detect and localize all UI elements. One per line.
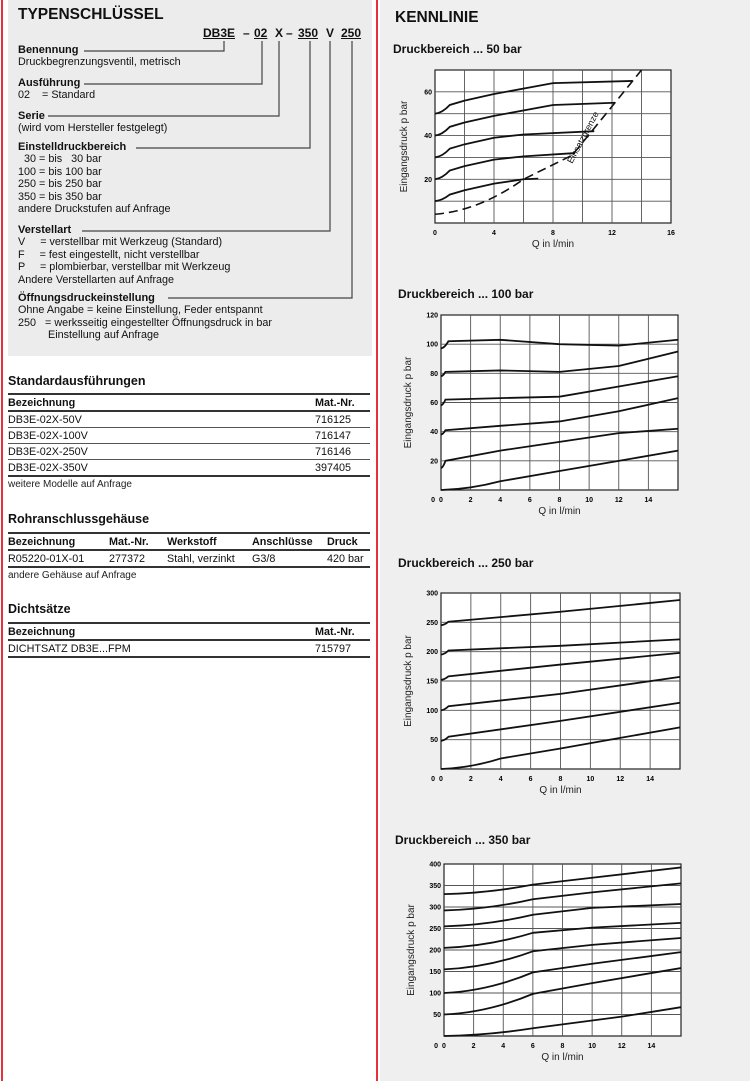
y-tick-label: 250 (429, 926, 441, 933)
series-label: Einsatzgrenze (565, 109, 601, 165)
x-tick-label: 4 (498, 776, 503, 783)
y-tick-label: 100 (429, 990, 441, 998)
code-x: X (275, 26, 284, 40)
x-tick-label: 2 (471, 1043, 476, 1050)
cell: DB3E-02X-100V (8, 428, 315, 444)
standard-title: Standardausführungen (8, 374, 146, 388)
chart-50-bar (385, 60, 691, 258)
y-tick-label: 60 (430, 400, 438, 407)
cell: DB3E-02X-250V (8, 444, 315, 460)
y-tick-label: 40 (430, 429, 438, 437)
x-tick-label: 0 (439, 776, 443, 783)
y-tick-label: 0 (431, 497, 435, 504)
cell: 716125 (315, 411, 370, 428)
section-line: V = verstellbar mit Werkzeug (Standard) (18, 236, 223, 249)
standard-table (8, 393, 370, 477)
y-axis-label: Eingangsdruck p bar (403, 635, 414, 727)
x-tick-label: 0 (433, 230, 437, 237)
col-header: Druck (327, 533, 370, 550)
y-tick-label: 200 (426, 649, 438, 657)
x-axis-label: Q in l/min (539, 785, 582, 796)
col-header: Mat.-Nr. (109, 533, 167, 550)
section-line: Ohne Angabe = keine Einstellung, Feder entspannt (18, 304, 263, 317)
col-header: Bezeichnung (8, 533, 109, 550)
cell: 397405 (315, 460, 370, 477)
col-header: Mat.-Nr. (315, 623, 370, 640)
y-axis-label: Eingangsdruck p bar (406, 904, 417, 996)
y-tick-label: 100 (426, 341, 438, 349)
section-ausfuehrung (18, 77, 95, 102)
section-heading: Öffnungsdruckeinstellung (18, 292, 155, 304)
cell: 420 bar (327, 550, 370, 567)
y-axis-label: Eingangsdruck p bar (399, 100, 410, 193)
col-header: Werkstoff (167, 533, 252, 550)
y-tick-label: 350 (429, 883, 441, 890)
x-tick-label: 12 (616, 776, 625, 783)
col-header: Anschlüsse (252, 533, 327, 550)
section-benennung (18, 44, 181, 69)
table-row (8, 460, 370, 477)
x-tick-label: 4 (501, 1043, 506, 1050)
cell: G3/8 (252, 550, 327, 567)
x-tick-label: 6 (527, 497, 532, 504)
chart-350-bar (394, 854, 701, 1071)
x-axis-label: Q in l/min (541, 1052, 584, 1063)
section-line: F = fest eingestellt, nicht verstellbar (18, 248, 200, 261)
code-dash: – (286, 26, 293, 40)
x-tick-label: 12 (614, 497, 623, 504)
y-tick-label: 60 (424, 89, 432, 97)
y-tick-label: 150 (429, 969, 441, 976)
cell: 277372 (109, 550, 167, 567)
section-einstelldruckbereich (18, 141, 170, 215)
y-tick-label: 120 (426, 312, 438, 320)
table-row (8, 640, 370, 657)
table-row (8, 550, 370, 567)
chart-title: Druckbereich ... 100 bar (398, 287, 534, 301)
y-tick-label: 20 (430, 458, 438, 466)
y-tick-label: 20 (424, 176, 432, 184)
table-row (8, 428, 370, 444)
section-serie (18, 110, 167, 135)
x-tick-label: 12 (617, 1043, 626, 1050)
y-tick-label: 300 (429, 904, 441, 912)
x-tick-label: 6 (530, 1043, 535, 1050)
code-dash: – (243, 26, 250, 40)
x-tick-label: 8 (558, 776, 563, 783)
x-tick-label: 14 (644, 497, 653, 504)
x-tick-label: 8 (551, 230, 555, 237)
section-heading: Benennung (18, 44, 79, 56)
x-tick-label: 10 (588, 1043, 597, 1050)
gehaeuse-table (8, 532, 370, 568)
chart-100-bar (391, 305, 698, 525)
section-heading: Serie (18, 110, 45, 122)
gehaeuse-title: Rohranschlussgehäuse (8, 512, 150, 526)
x-tick-label: 2 (468, 497, 473, 504)
section-line: 350 = bis 350 bar (18, 190, 102, 203)
section-heading: Verstellart (18, 224, 72, 236)
x-tick-label: 0 (439, 497, 443, 504)
x-tick-label: 14 (646, 776, 655, 783)
table-row (8, 411, 370, 428)
x-tick-label: 10 (585, 497, 594, 504)
y-tick-label: 400 (429, 861, 441, 869)
x-tick-label: 2 (468, 776, 473, 783)
col-header: Bezeichnung (8, 394, 315, 411)
section-line: 100 = bis 100 bar (18, 165, 102, 178)
y-tick-label: 150 (426, 678, 438, 686)
x-tick-label: 14 (647, 1043, 656, 1050)
x-axis-label: Q in l/min (531, 239, 575, 250)
y-tick-label: 200 (429, 947, 441, 955)
col-header: Bezeichnung (8, 623, 315, 640)
cell: 716146 (315, 444, 370, 460)
x-tick-label: 6 (528, 776, 533, 783)
cell: R05220-01X-01 (8, 550, 109, 567)
x-tick-label: 10 (586, 776, 595, 783)
kennlinie-title: KENNLINIE (395, 9, 479, 26)
y-tick-label: 0 (431, 776, 435, 783)
code-db3e: DB3E (203, 26, 236, 40)
section-line: 250 = werksseitig eingestellter Öffnungsdruck in bar (18, 316, 272, 329)
y-tick-label: 50 (430, 737, 438, 745)
chart-title: Druckbereich ... 350 bar (395, 833, 531, 847)
section-line: 250 = bis 250 bar (18, 178, 102, 191)
cell: 715797 (315, 640, 370, 657)
x-tick-label: 4 (498, 497, 503, 504)
code-02: 02 (254, 26, 268, 40)
cell: DB3E-02X-350V (8, 460, 315, 477)
y-tick-label: 300 (426, 590, 438, 598)
section-line: Andere Verstellarten auf Anfrage (18, 273, 175, 286)
section-line: Einstellung auf Anfrage (18, 329, 160, 342)
section-line: 02 = Standard (18, 89, 96, 102)
standard-note: weitere Modelle auf Anfrage (8, 479, 132, 490)
y-tick-label: 80 (430, 370, 438, 378)
code-250: 250 (341, 26, 362, 40)
section-line: Druckbegrenzungsventil, metrisch (18, 56, 181, 69)
section-line: andere Druckstufen auf Anfrage (18, 203, 171, 216)
chart-title: Druckbereich ... 250 bar (398, 556, 534, 570)
gehaeuse-note: andere Gehäuse auf Anfrage (8, 570, 137, 581)
x-tick-label: 0 (442, 1043, 446, 1050)
x-tick-label: 8 (557, 497, 562, 504)
x-tick-label: 12 (608, 230, 616, 237)
y-tick-label: 100 (426, 707, 438, 715)
chart-title: Druckbereich ... 50 bar (393, 42, 522, 56)
col-header: Mat.-Nr. (315, 394, 370, 411)
x-tick-label: 16 (667, 230, 675, 237)
section-heading: Einstelldruckbereich (18, 141, 127, 153)
section-line: 30 = bis 30 bar (18, 153, 102, 166)
code-v: V (326, 26, 335, 40)
section-heading: Ausführung (18, 77, 81, 89)
code-350: 350 (298, 26, 319, 40)
y-tick-label: 250 (426, 619, 438, 627)
cell: DICHTSATZ DB3E...FPM (8, 640, 315, 657)
cell: DB3E-02X-50V (8, 411, 315, 428)
y-tick-label: 0 (434, 1043, 438, 1050)
chart-250-bar (391, 583, 700, 804)
x-tick-label: 8 (560, 1043, 565, 1050)
y-tick-label: 40 (424, 133, 432, 141)
typenschluessel-title: TYPENSCHLÜSSEL (18, 6, 164, 23)
section-oeffnungsdruck (18, 292, 272, 342)
y-tick-label: 50 (433, 1012, 441, 1019)
cell: 716147 (315, 428, 370, 444)
section-verstellart (18, 224, 230, 286)
y-axis-label: Eingangsdruck p bar (403, 356, 414, 449)
dichtsaetze-title: Dichtsätze (8, 602, 71, 616)
cell: Stahl, verzinkt (167, 550, 252, 567)
x-axis-label: Q in l/min (538, 506, 581, 517)
x-tick-label: 4 (492, 230, 496, 237)
section-line: P = plombierbar, verstellbar mit Werkzeug (18, 261, 231, 274)
dichtsaetze-table (8, 622, 370, 658)
section-line: (wird vom Hersteller festgelegt) (18, 122, 168, 135)
table-row (8, 444, 370, 460)
